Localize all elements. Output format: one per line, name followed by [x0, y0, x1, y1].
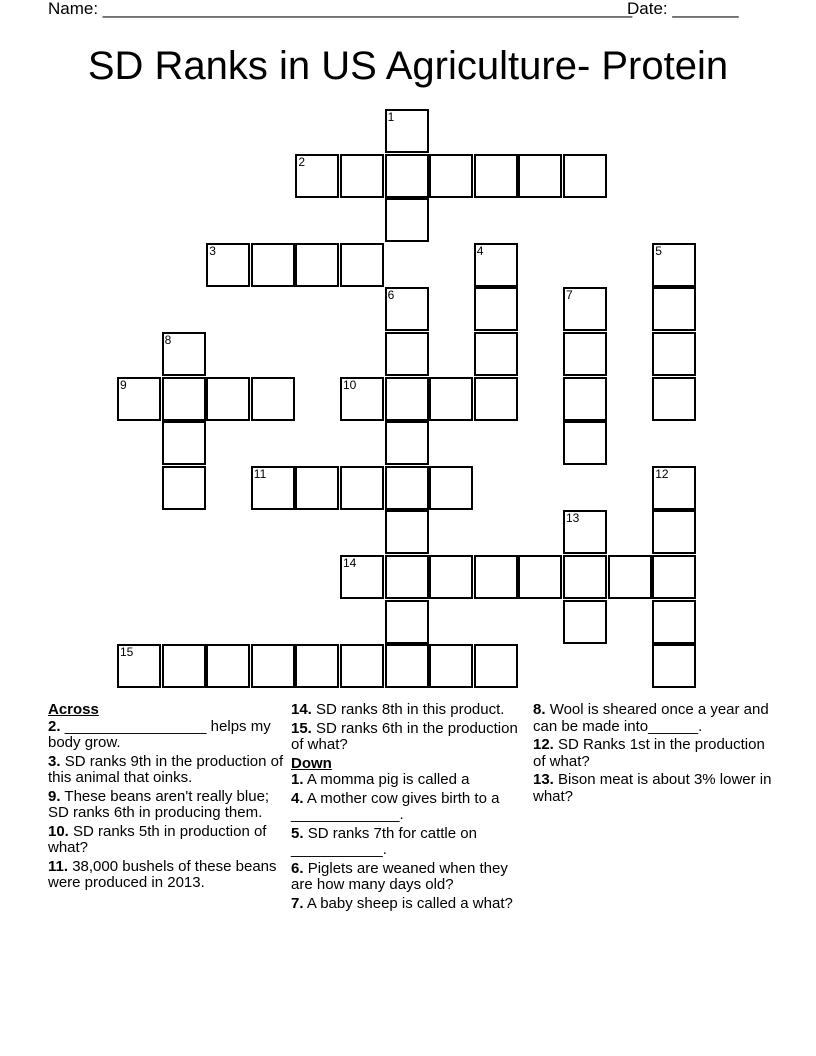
cell-number: 14 [343, 556, 357, 570]
clue-down-7 [291, 896, 526, 913]
clues-column-2 [291, 702, 526, 914]
grid-cell[interactable] [117, 377, 161, 421]
clue-number: 9. [48, 787, 61, 805]
grid-cell[interactable] [474, 555, 518, 599]
grid-cell[interactable] [206, 243, 250, 287]
cell-number: 9 [120, 377, 127, 392]
clue-number: 6. [291, 859, 304, 877]
name-line: Name: ________________________________________________________ [48, 0, 633, 18]
grid-cell[interactable] [474, 644, 518, 688]
grid-cell[interactable] [518, 154, 562, 198]
grid-cell[interactable] [385, 377, 429, 421]
clue-text: A baby sheep is called a what? [306, 894, 513, 912]
clue-across-2 [48, 719, 288, 752]
clue-text: Wool is sheared once a year and can be made into______. [533, 701, 769, 735]
clue-down-13 [533, 772, 773, 805]
clue-across-3 [48, 754, 288, 787]
grid-cell[interactable] [474, 243, 518, 287]
cell-number: 11 [253, 466, 267, 481]
grid-cell[interactable] [340, 243, 384, 287]
clue-number: 4. [291, 789, 304, 807]
grid-cell[interactable] [563, 377, 607, 421]
clues-column-3 [533, 702, 773, 807]
grid-cell[interactable] [652, 510, 696, 554]
cell-number: 15 [120, 645, 134, 660]
grid-cell[interactable] [429, 377, 473, 421]
grid-cell[interactable] [563, 332, 607, 376]
cell-number: 12 [655, 466, 669, 481]
grid-cell[interactable] [340, 377, 384, 421]
date-line: Date: _______ [627, 0, 739, 18]
grid-cell[interactable] [206, 377, 250, 421]
grid-cell[interactable] [385, 287, 429, 331]
grid-cell[interactable] [652, 287, 696, 331]
grid-cell[interactable] [162, 377, 206, 421]
clue-text: A mother cow gives birth to a _____________. [291, 789, 500, 823]
grid-cell[interactable] [652, 555, 696, 599]
grid-cell[interactable] [162, 466, 206, 510]
clue-number: 11. [48, 857, 69, 875]
grid-cell[interactable] [652, 600, 696, 644]
clue-number: 1. [291, 771, 304, 788]
clue-text: A momma pig is called a [306, 771, 470, 788]
clue-number: 3. [48, 752, 61, 770]
grid-cell[interactable] [340, 555, 384, 599]
clue-text: These beans aren't really blue; SD ranks 6th in producing them. [48, 787, 270, 821]
clue-number: 7. [291, 894, 304, 912]
clue-text: SD ranks 5th in production of what? [48, 822, 267, 856]
cell-number: 1 [387, 110, 395, 124]
clue-number: 2. [48, 717, 61, 735]
grid-cell[interactable] [474, 287, 518, 331]
grid-cell[interactable] [206, 644, 250, 688]
clue-down-1 [291, 772, 526, 789]
grid-cell[interactable] [385, 198, 429, 242]
grid-cell[interactable] [251, 377, 295, 421]
grid-cell[interactable] [474, 377, 518, 421]
clue-text: SD ranks 8th in this product. [316, 701, 505, 718]
grid-cell[interactable] [340, 154, 384, 198]
clue-down-5 [291, 826, 526, 859]
grid-cell[interactable] [652, 243, 696, 287]
clue-number: 12. [533, 736, 554, 753]
grid-cell[interactable] [518, 555, 562, 599]
cell-number: 3 [209, 243, 216, 258]
grid-cell[interactable] [251, 466, 295, 510]
grid-cell[interactable] [340, 644, 384, 688]
grid-cell[interactable] [295, 243, 339, 287]
clue-text: SD ranks 6th in the production of what? [291, 719, 518, 753]
grid-cell[interactable] [340, 466, 384, 510]
grid-cell[interactable] [385, 555, 429, 599]
grid-cell[interactable] [563, 287, 607, 331]
clue-across-15 [291, 721, 526, 754]
clue-number: 14. [291, 701, 312, 718]
grid-cell[interactable] [251, 243, 295, 287]
grid-cell[interactable] [385, 421, 429, 465]
grid-cell[interactable] [563, 154, 607, 198]
cell-number: 5 [655, 243, 662, 258]
grid-cell[interactable] [385, 154, 429, 198]
grid-cell[interactable] [563, 600, 607, 644]
grid-cell[interactable] [652, 332, 696, 376]
cell-number: 8 [164, 333, 172, 347]
clues-column-1 [48, 702, 288, 894]
cell-number: 10 [343, 377, 357, 392]
cell-number: 7 [566, 288, 573, 303]
clue-across-11 [48, 859, 288, 892]
clue-number: 5. [291, 824, 304, 842]
cell-number: 13 [566, 511, 580, 526]
grid-cell[interactable] [295, 154, 339, 198]
grid-cell[interactable] [385, 466, 429, 510]
grid-cell[interactable] [295, 644, 339, 688]
cell-number: 6 [387, 288, 395, 303]
grid-cell[interactable] [652, 377, 696, 421]
cell-number: 2 [298, 154, 306, 169]
clue-number: 13. [533, 771, 554, 788]
grid-cell[interactable] [295, 466, 339, 510]
clue-number: 10. [48, 822, 69, 840]
clue-across-14 [291, 702, 526, 719]
grid-cell[interactable] [608, 555, 652, 599]
grid-cell[interactable] [385, 109, 429, 153]
grid-cell[interactable] [429, 555, 473, 599]
clue-down-4 [291, 791, 526, 824]
clue-down-12 [533, 737, 773, 770]
clue-text: SD ranks 9th in the production of this animal that oinks. [48, 752, 284, 786]
clue-number: 8. [533, 701, 546, 718]
grid-cell[interactable] [117, 644, 161, 688]
grid-cell[interactable] [563, 510, 607, 554]
grid-cell[interactable] [162, 332, 206, 376]
across-heading: Across [48, 701, 99, 718]
clue-across-10 [48, 824, 288, 857]
grid-cell[interactable] [385, 510, 429, 554]
clue-text: Bison meat is about 3% lower in what? [533, 771, 772, 805]
clue-text: _________________ helps my body grow. [48, 717, 271, 751]
grid-cell[interactable] [429, 644, 473, 688]
grid-cell[interactable] [385, 332, 429, 376]
grid-cell[interactable] [251, 644, 295, 688]
grid-cell[interactable] [652, 644, 696, 688]
clue-down-8 [533, 702, 773, 735]
grid-cell[interactable] [652, 466, 696, 510]
grid-cell[interactable] [563, 555, 607, 599]
grid-cell[interactable] [474, 154, 518, 198]
grid-cell[interactable] [563, 421, 607, 465]
clue-across-9 [48, 789, 288, 822]
clue-text: SD ranks 7th for cattle on ___________. [291, 824, 477, 858]
cell-number: 4 [476, 243, 484, 258]
grid-cell[interactable] [385, 644, 429, 688]
clue-down-6 [291, 861, 526, 894]
grid-cell[interactable] [162, 421, 206, 465]
clue-text: SD Ranks 1st in the production of what? [533, 736, 765, 770]
clue-text: 38,000 bushels of these beans were produced in 2013. [48, 857, 277, 891]
grid-cell[interactable] [429, 466, 473, 510]
grid-cell[interactable] [429, 154, 473, 198]
clue-number: 15. [291, 719, 312, 737]
grid-cell[interactable] [474, 332, 518, 376]
grid-cell[interactable] [385, 600, 429, 644]
down-heading: Down [291, 754, 332, 772]
grid-cell[interactable] [162, 644, 206, 688]
page-title: SD Ranks in US Agriculture- Protein [87, 44, 729, 88]
clue-text: Piglets are weaned when they are how many days old? [291, 859, 508, 893]
